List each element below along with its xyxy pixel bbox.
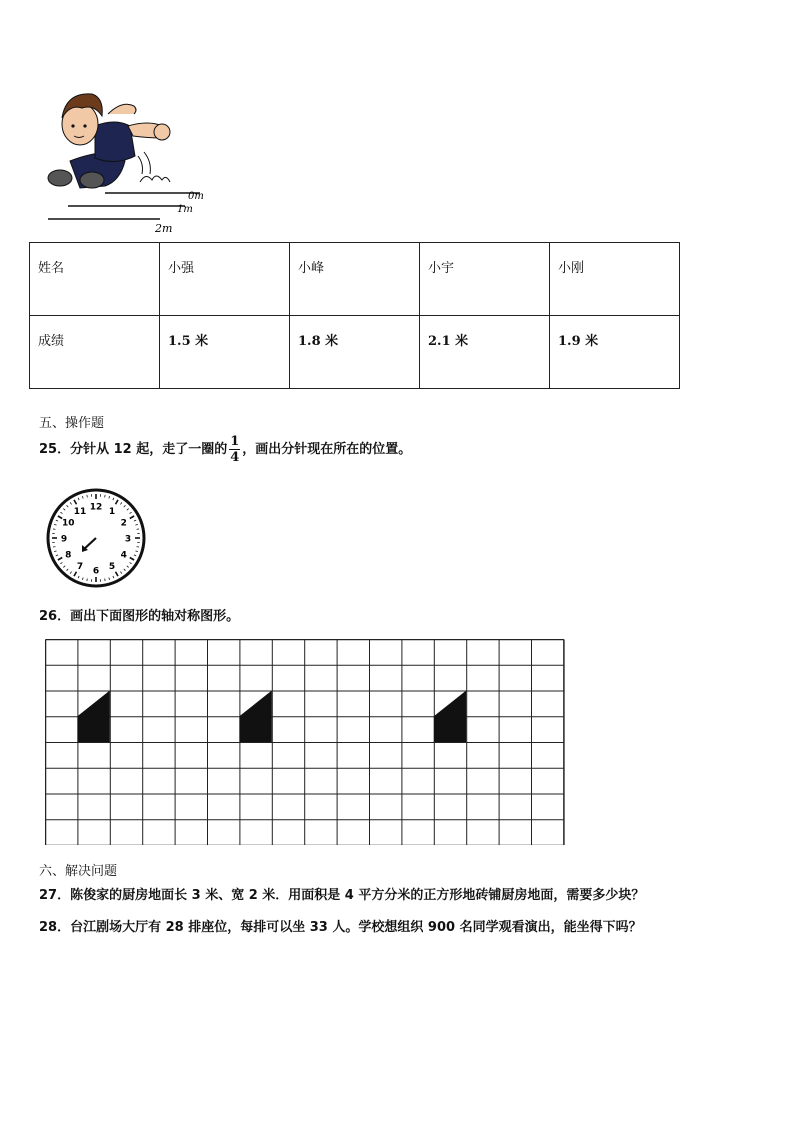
fraction-one-quarter xyxy=(229,434,240,465)
clock-tick xyxy=(137,547,139,548)
shape-3 xyxy=(434,691,466,743)
clock-number: 6 xyxy=(92,566,100,577)
clock-number: 2 xyxy=(120,518,127,529)
line-label-2m: 2m xyxy=(155,222,173,235)
clock-tick xyxy=(137,529,139,530)
clock-number: 7 xyxy=(76,562,84,573)
table-row xyxy=(30,243,680,316)
line-label-1m: 1m xyxy=(177,204,193,215)
table-cell: 小宇 xyxy=(420,243,550,316)
question-25-text-after: ，画出分针现在所在的位置。 xyxy=(242,442,412,457)
symmetry-grid xyxy=(45,639,565,845)
table-cell: 姓名 xyxy=(30,243,160,316)
grid-lines xyxy=(46,640,564,846)
clock-tick xyxy=(53,547,55,548)
clock-number: 5 xyxy=(108,562,116,573)
clock-tick xyxy=(53,529,55,530)
clock-number: 11 xyxy=(73,506,87,517)
table-cell: 小强 xyxy=(160,243,290,316)
table-cell: 1.5 米 xyxy=(160,316,290,389)
question-25-text-before: 25．分针从 12 起，走了一圈的 xyxy=(39,442,228,457)
section-five-title: 五、操作题 xyxy=(39,416,105,431)
clock-number: 1 xyxy=(108,506,116,517)
table-cell: 1.9 米 xyxy=(550,316,680,389)
long-jump-illustration xyxy=(40,86,215,236)
question-25 xyxy=(39,434,411,465)
clock-number: 9 xyxy=(60,534,68,545)
score-table xyxy=(29,242,680,389)
clock-tick xyxy=(87,579,88,581)
question-28: 28．台江剧场大厅有 28 排座位，每排可以坐 33 人。学校想组织 900 名同学观看演出，能坐得下吗？ xyxy=(39,920,642,935)
section-six-title: 六、解决问题 xyxy=(39,864,118,879)
clock-number: 10 xyxy=(62,518,75,529)
fraction-numerator: 1 xyxy=(230,434,240,449)
clock-number: 8 xyxy=(65,550,72,561)
table-cell: 2.1 米 xyxy=(420,316,550,389)
clock-tick xyxy=(105,579,106,581)
table-row xyxy=(30,316,680,389)
clock-number: 12 xyxy=(89,502,103,513)
table-cell: 1.8 米 xyxy=(290,316,420,389)
table-cell: 小峰 xyxy=(290,243,420,316)
clock-tick xyxy=(105,495,106,497)
table-cell: 成绩 xyxy=(30,316,160,389)
clock-number: 3 xyxy=(124,534,132,545)
shape-1 xyxy=(77,691,109,743)
question-27: 27．陈俊家的厨房地面长 3 米、宽 2 米．用面积是 4 平方分米的正方形地砖铺厨房地面，需要多少块？ xyxy=(39,888,645,903)
question-26: 26．画出下面图形的轴对称图形。 xyxy=(39,609,240,624)
clock-face xyxy=(45,487,147,589)
table-cell: 小刚 xyxy=(550,243,680,316)
clock-number: 4 xyxy=(120,550,127,561)
shape-2 xyxy=(239,691,271,743)
clock-tick xyxy=(87,495,88,497)
fraction-denominator: 4 xyxy=(230,450,240,465)
line-label-0m: 0m xyxy=(188,191,204,202)
